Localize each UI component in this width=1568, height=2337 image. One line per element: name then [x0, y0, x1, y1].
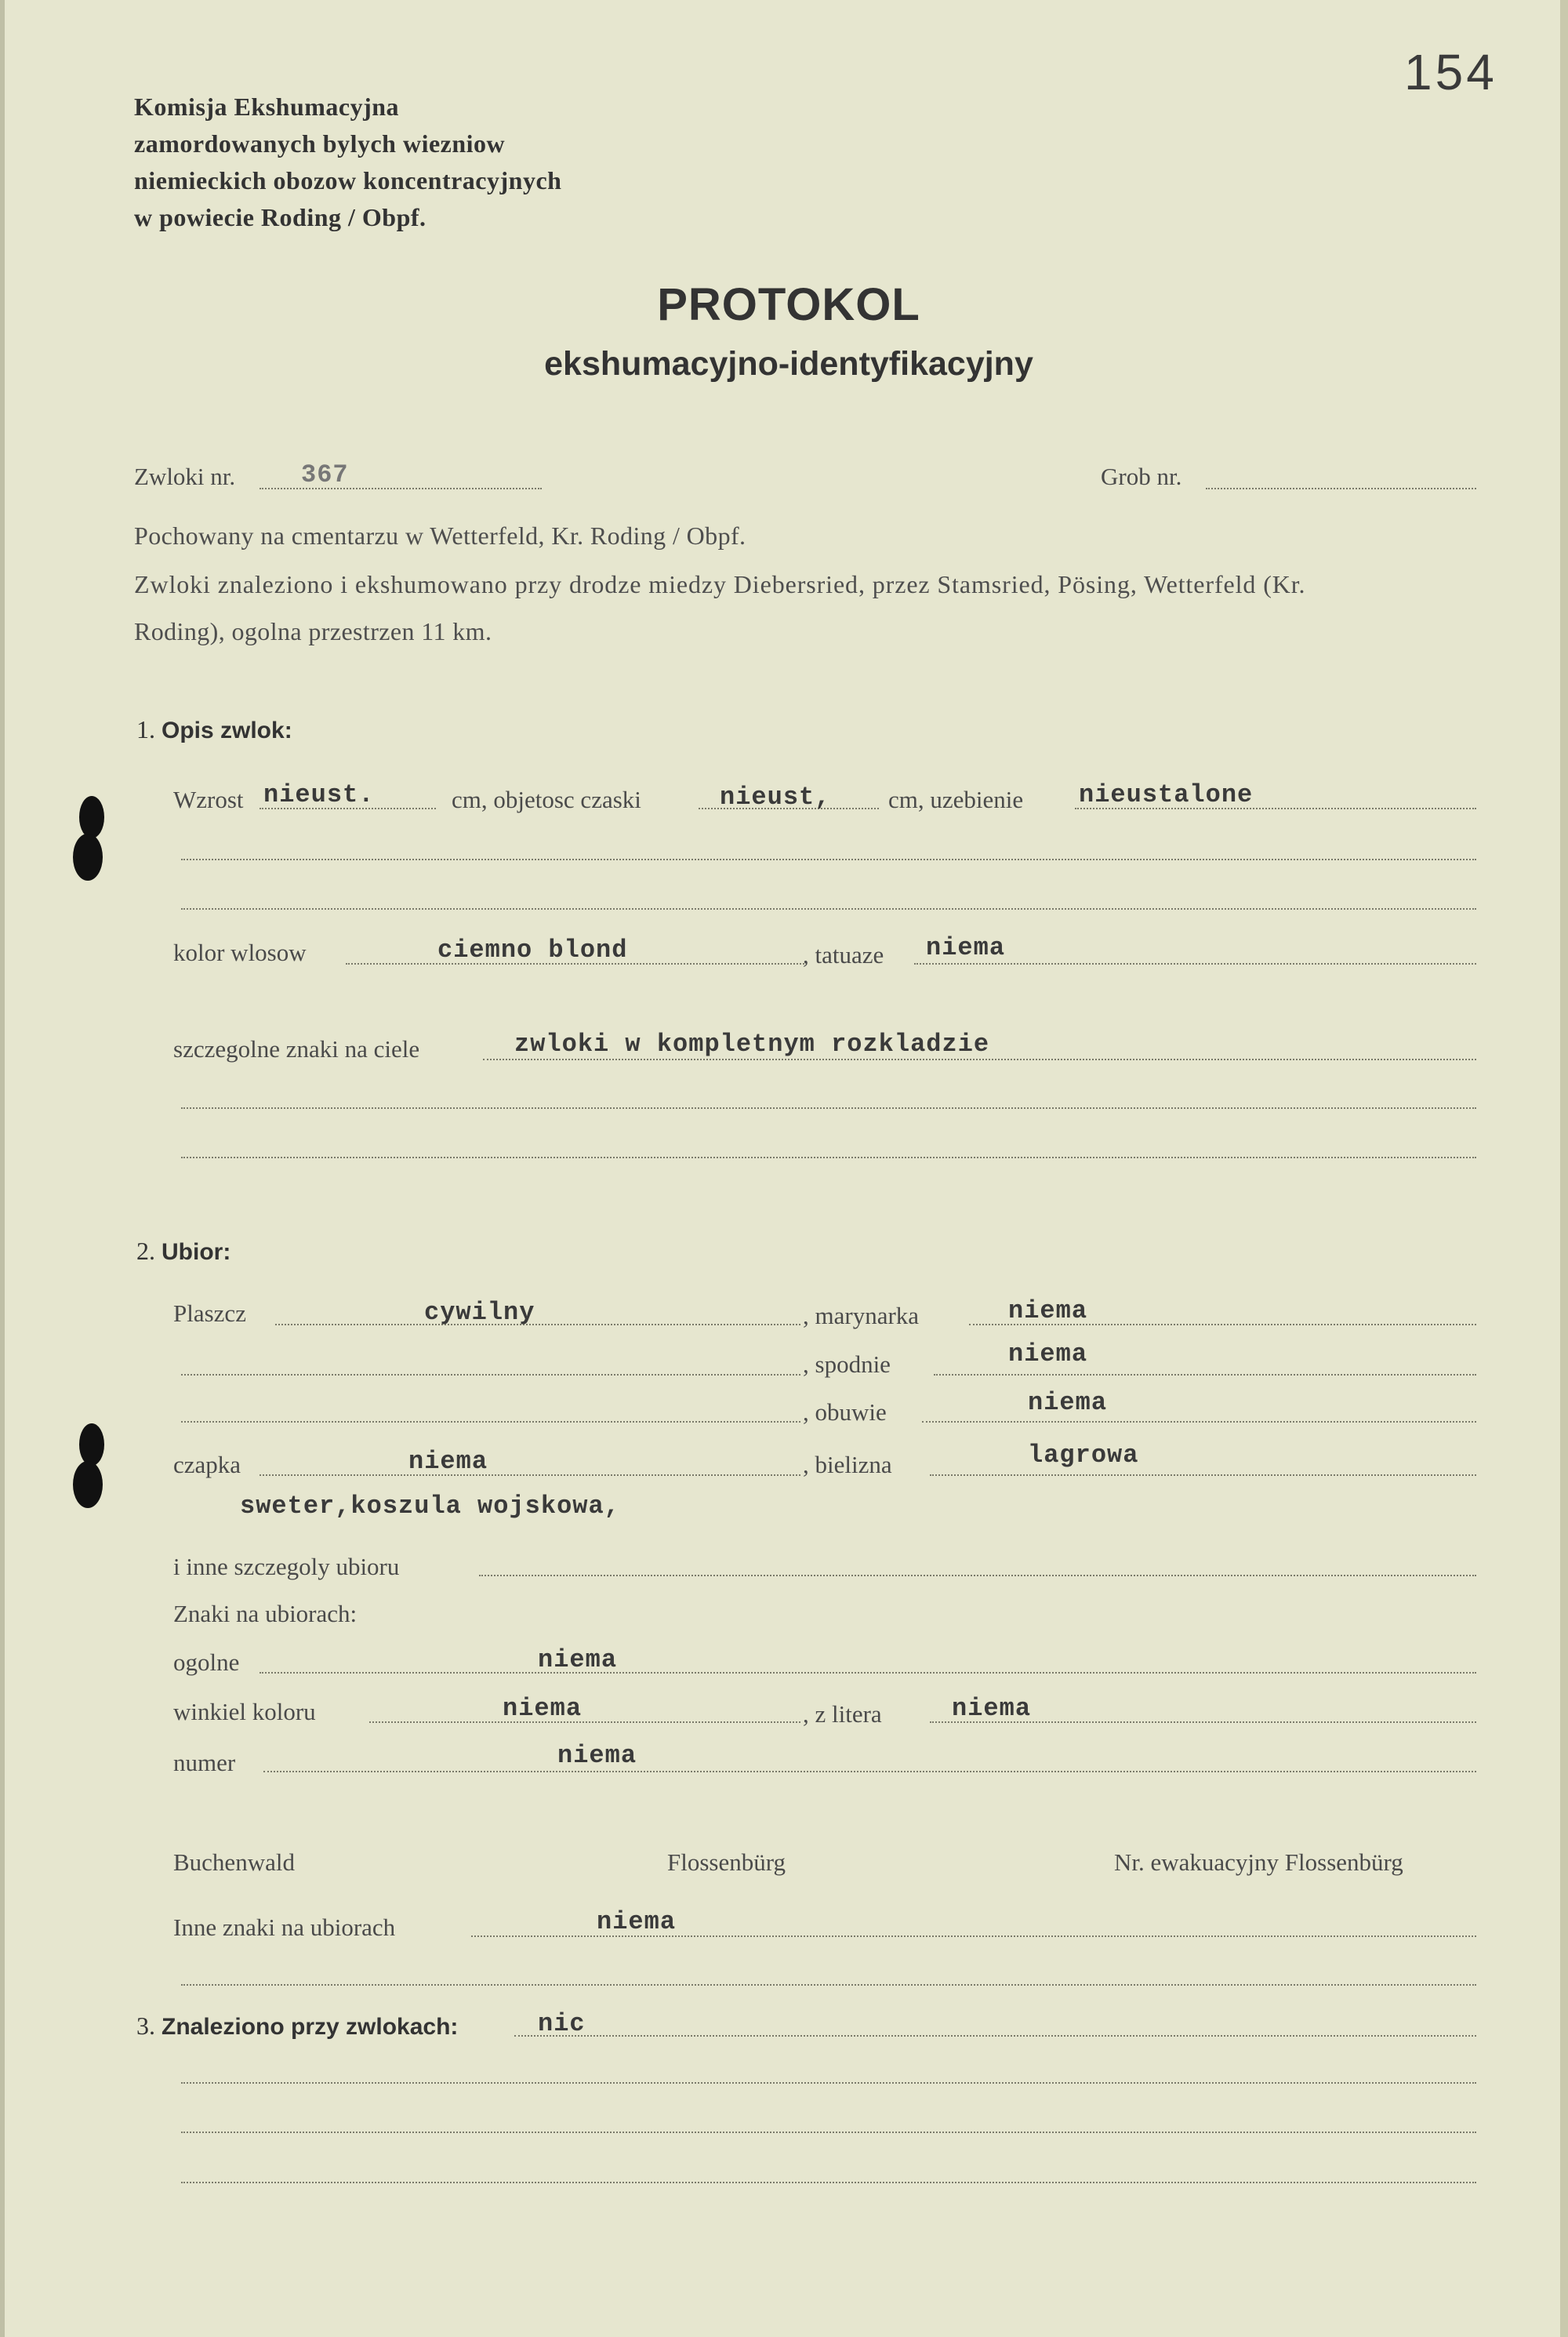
winkiel-value: niema [503, 1694, 583, 1723]
obuwie-value: niema [1028, 1388, 1108, 1417]
inne-szczegoly-label: i inne szczegoly ubioru [173, 1553, 400, 1580]
ewakuacyjny-label: Nr. ewakuacyjny Flossenbürg [1114, 1848, 1403, 1876]
intro-line: Roding), ogolna przestrzen 11 km. [134, 617, 492, 645]
inne-znaki-value: niema [597, 1907, 677, 1936]
zwloki-label: Zwloki nr. [134, 463, 236, 490]
document-subtitle: ekshumacyjno-identyfikacyjny [544, 345, 1033, 383]
kolor-wlosow-value: ciemno blond [437, 936, 628, 965]
znaki-na-ciele-value: zwloki w kompletnym rozkladzie [514, 1030, 990, 1059]
section-number: 3. [136, 2012, 155, 2040]
tatuaze-label: , tatuaze [803, 941, 884, 969]
bielizna-label: , bielizna [803, 1451, 892, 1478]
section-2-heading [136, 1237, 230, 1266]
bielizna-value: lagrowa [1028, 1441, 1139, 1470]
plaszcz-value: cywilny [424, 1298, 535, 1327]
litera-value: niema [952, 1694, 1032, 1723]
section-1-heading [136, 715, 292, 744]
obuwie-label: , obuwie [803, 1398, 887, 1426]
numer-value: niema [557, 1741, 637, 1770]
extra-clothing-value: sweter,koszula wojskowa, [240, 1492, 620, 1521]
uzebienie-value: nieustalone [1079, 780, 1254, 809]
czapka-value: niema [408, 1447, 488, 1476]
spodnie-label: , spodnie [803, 1350, 891, 1378]
czaszka-value: nieust, [720, 783, 831, 812]
czapka-label: czapka [173, 1451, 241, 1478]
header-line: zamordowanych bylych wiezniow [134, 129, 506, 158]
header-line: Komisja Ekshumacyjna [134, 93, 400, 121]
wzrost-label: Wzrost [173, 786, 244, 813]
commission-header [134, 89, 561, 236]
litera-label: , z litera [803, 1700, 882, 1728]
section-title: Opis zwlok: [162, 718, 292, 743]
document-title: PROTOKOL [657, 279, 920, 330]
numer-label: numer [173, 1749, 236, 1776]
winkiel-label: winkiel koloru [173, 1698, 316, 1725]
intro-line: Pochowany na cmentarzu w Wetterfeld, Kr. Roding / Obpf. [134, 522, 746, 550]
section-3-heading [136, 2012, 458, 2041]
flossenburg-label: Flossenbürg [667, 1848, 786, 1876]
intro-line: Zwloki znaleziono i ekshumowano przy drodze miedzy Diebersried, przez Stamsried, Pösing, Wetterfeld (Kr. [134, 570, 1306, 598]
header-line: niemieckich obozow koncentracyjnych [134, 166, 562, 194]
section-title: Znaleziono przy zwlokach: [162, 2014, 459, 2040]
section-number: 2. [136, 1237, 155, 1265]
binder-clip-icon [73, 796, 107, 882]
buchenwald-label: Buchenwald [173, 1848, 295, 1876]
czaszka-label: cm, objetosc czaski [452, 786, 641, 813]
ogolne-label: ogolne [173, 1648, 240, 1676]
plaszcz-label: Plaszcz [173, 1299, 246, 1327]
section-title: Ubior: [162, 1239, 231, 1265]
znaki-na-ciele-label: szczegolne znaki na ciele [173, 1035, 420, 1063]
page-number: 154 [1404, 44, 1497, 100]
binder-clip-icon [73, 1423, 107, 1510]
ogolne-value: niema [538, 1645, 618, 1674]
inne-znaki-label: Inne znaki na ubiorach [173, 1914, 396, 1941]
tatuaze-value: niema [926, 933, 1006, 962]
uzebienie-label: cm, uzebienie [888, 786, 1024, 813]
marynarka-label: , marynarka [803, 1302, 920, 1329]
marynarka-value: niema [1008, 1296, 1088, 1325]
zwloki-number: 367 [301, 460, 349, 489]
header-line: w powiecie Roding / Obpf. [134, 203, 426, 231]
kolor-wlosow-label: kolor wlosow [173, 939, 307, 966]
wzrost-value: nieust. [263, 780, 375, 809]
section-3-value: nic [538, 2009, 586, 2038]
section-number: 1. [136, 715, 155, 743]
grob-label: Grob nr. [1101, 463, 1182, 490]
znaki-na-ubiorach-label: Znaki na ubiorach: [173, 1600, 358, 1627]
spodnie-value: niema [1008, 1339, 1088, 1368]
